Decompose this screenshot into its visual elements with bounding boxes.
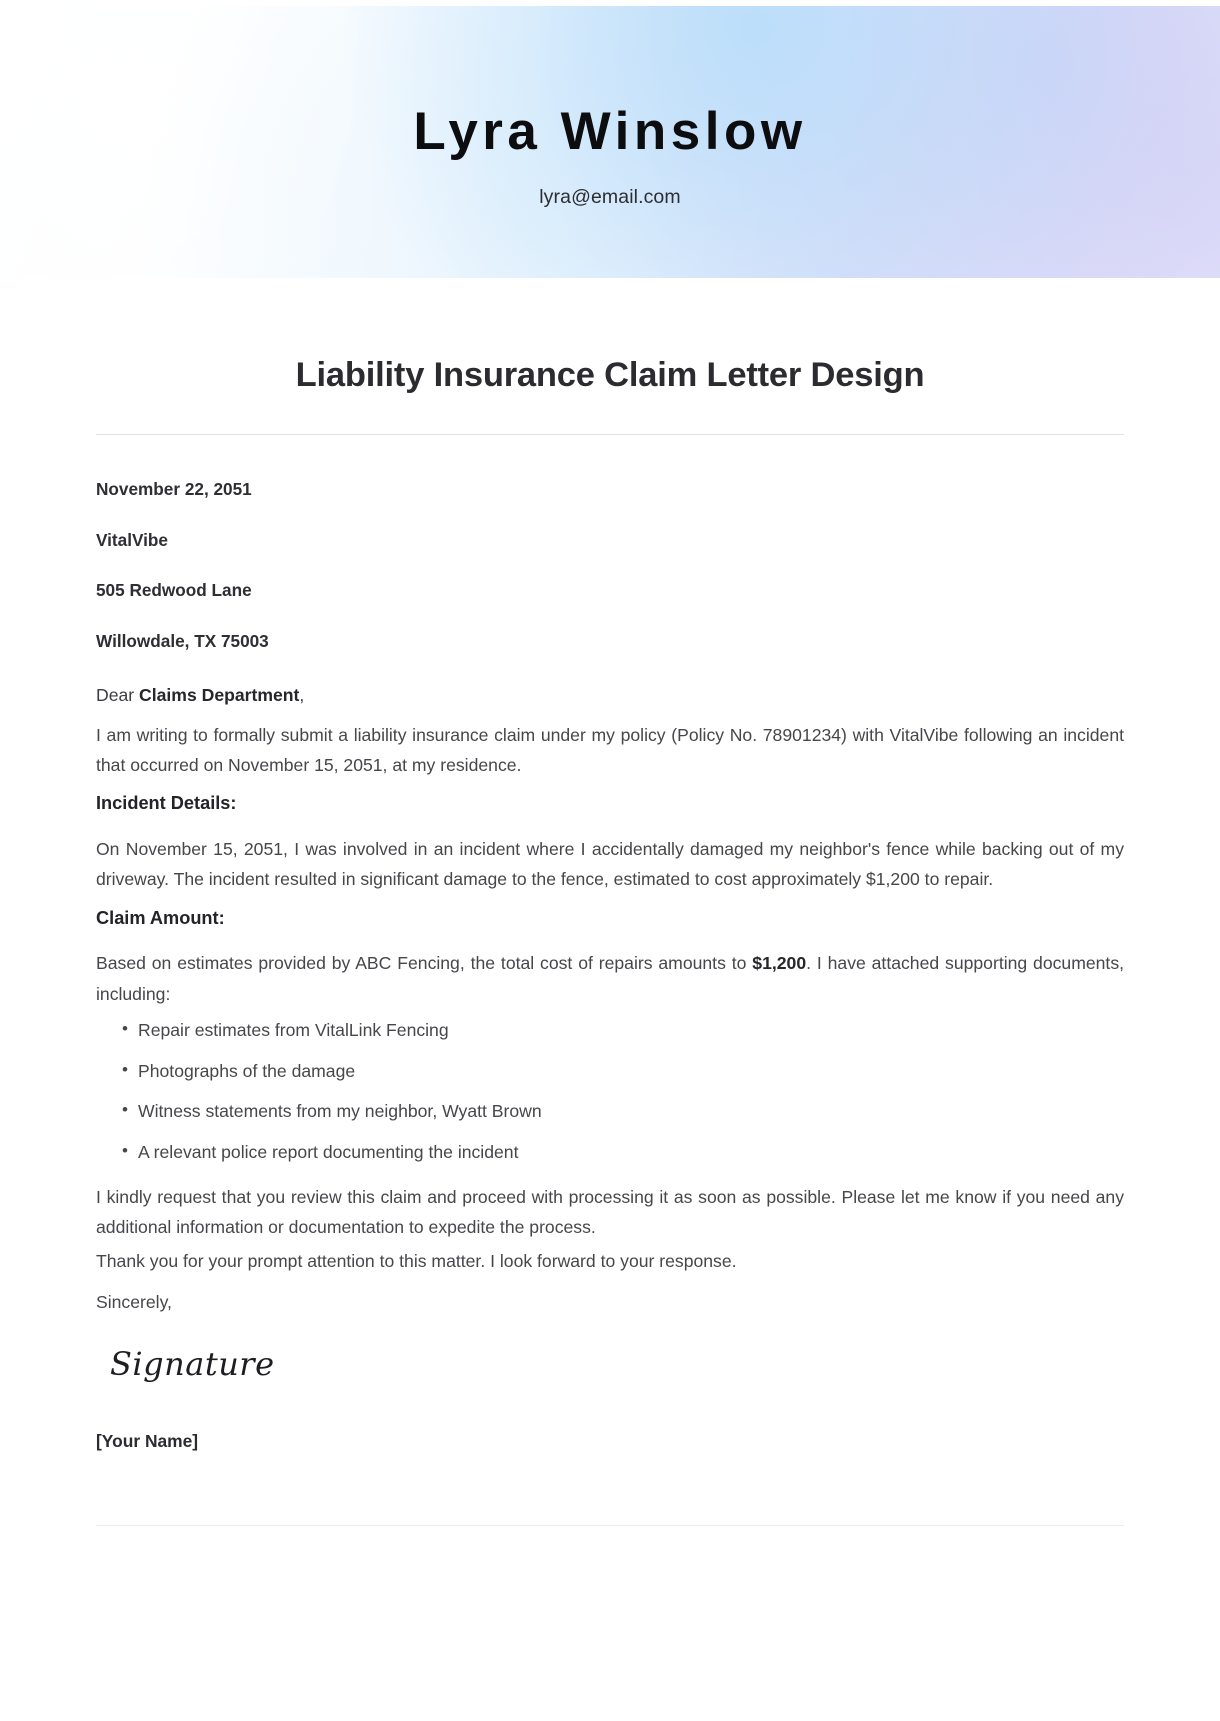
incident-paragraph: On November 15, 2051, I was involved in an incident where I accidentally damaged my neighbor's fence while backing out of my driveway. The incident resulted in significant damage to the fence, estimated to cost approximately $1,200 to repair. [96,839,1124,890]
recipient-street: 505 Redwood Lane [96,580,252,601]
request-paragraph: I kindly request that you review this claim and proceed with processing it as soon as possible. Please let me know if you need any additional information or documentation to expedite the process. [96,1186,1124,1238]
list-item: • Witness statements from my neighbor, Wyatt Brown [122,1100,1124,1124]
letter-date: November 22, 2051 [96,479,252,499]
document-sheet [0,278,1220,1574]
claim-text-after: . I have attached supporting documents, including: [96,953,1125,1004]
letter-body [96,435,1124,1453]
letterhead-banner [0,0,1220,278]
salutation-recipient: Claims Department [139,684,300,705]
claim-paragraph [96,948,1124,1009]
thanks-line: Thank you for your prompt attention to this matter. I look forward to your response. [96,1251,737,1272]
closing-line: Sincerely, [96,1291,172,1312]
claim-amount-value: $1,200 [752,953,807,974]
claim-text-before: Based on estimates provided by ABC Fencing, the total cost of repairs amounts to [96,953,753,974]
signer-name-placeholder: [Your Name] [96,1430,199,1451]
salutation [96,682,1124,708]
list-item: • A relevant police report documenting the incident [122,1141,1124,1165]
recipient-company: VitalVibe [96,529,168,550]
salutation-prefix: Dear [96,684,140,705]
incident-details-heading: Incident Details: [96,793,237,814]
claim-amount-heading: Claim Amount: [96,907,225,928]
footer-spacer [96,1526,1124,1574]
recipient-city-state-zip: Willowdale, TX 75003 [96,630,269,651]
salutation-suffix: , [299,684,305,705]
sender-email: lyra@email.com [539,185,681,208]
intro-paragraph: I am writing to formally submit a liability insurance claim under my policy (Policy No. 78901234) with VitalVibe following an incident that occurred on November 15, 2051, at my residence. [96,724,1124,776]
sender-name: Lyra Winslow [413,102,807,161]
list-item: • Photographs of the damage [122,1060,1124,1084]
signature-script: Signature [110,1344,275,1383]
document-title: Liability Insurance Claim Letter Design [295,356,925,394]
attachments-list [96,1019,1124,1165]
list-item: • Repair estimates from VitalLink Fencing [122,1019,1124,1043]
letterhead-content [0,0,1220,209]
